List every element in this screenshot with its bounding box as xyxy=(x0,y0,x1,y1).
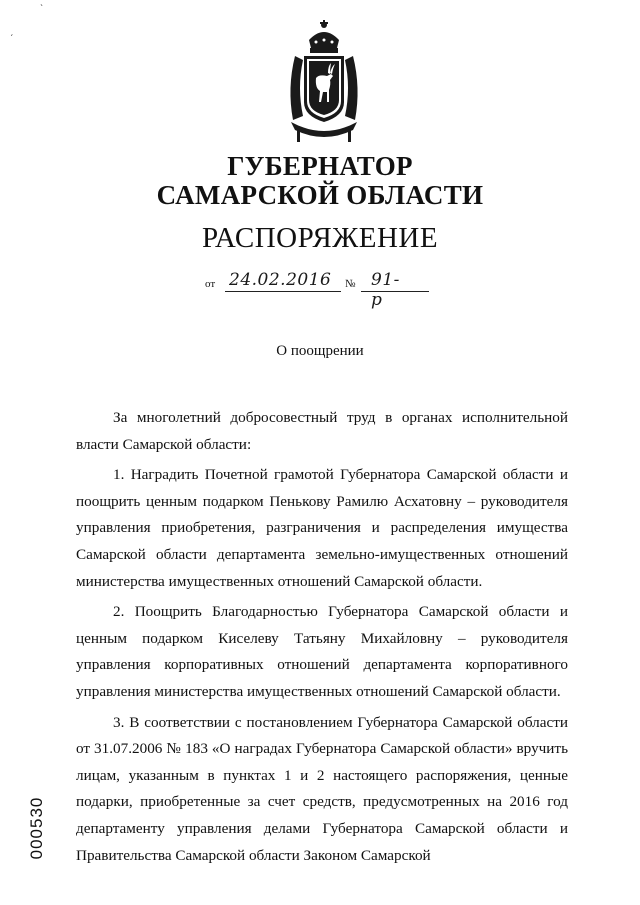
scan-mark: ˋ xyxy=(40,4,44,15)
body-intro: За многолетний добросовестный труд в органах исполнительной власти Самарской области: xyxy=(76,409,568,453)
document-body xyxy=(76,405,568,873)
document-subject: О поощрении xyxy=(276,343,364,359)
number-value: 91-р xyxy=(371,270,400,310)
date-value: 24.02.2016 xyxy=(229,270,332,290)
number-prefix: № xyxy=(345,278,356,290)
date-underline xyxy=(225,291,341,292)
issuer-title-line-1: ГУБЕРНАТОР xyxy=(227,151,413,181)
date-prefix: от xyxy=(205,278,216,290)
margin-registration-number: 000530 xyxy=(27,796,46,860)
body-item-3: 3. В соответствии с постановлением Губернатора Самарской области от 31.07.2006 № 183 «О наградах Губернатора Самарской области» вручить лицам, указанным в пунктах 1 и 2 настоящего распоряжения, ценные подарки, приобретенные за счет средств, предусмотренных на 2016 год департаменту управления делами Губернатора Самарской области и Правительства Самарской области Законом Самарской xyxy=(76,713,568,864)
body-item-1: 1. Наградить Почетной грамотой Губернатора Самарской области и поощрить ценным подарком Пенькову Рамилю Асхатовну – руководителя управления приобретения, разграничения и распределения имущества Самарской области департамента земельно-имущественных отношений министерства имущественных отношений Самарской области. xyxy=(76,466,568,590)
coat-of-arms-emblem xyxy=(283,18,365,146)
issuer-title-line-2: САМАРСКОЙ ОБЛАСТИ xyxy=(156,180,484,210)
scan-mark: ˊ xyxy=(10,34,14,45)
body-item-2: 2. Поощрить Благодарностью Губернатора Самарской области и ценным подарком Киселеву Татьяну Михайловну – руководителя управления корпоративных отношений департамента корпоративного управления министерства имущественных отношений Самарской области. xyxy=(76,603,568,700)
document-type-heading: РАСПОРЯЖЕНИЕ xyxy=(201,222,439,254)
